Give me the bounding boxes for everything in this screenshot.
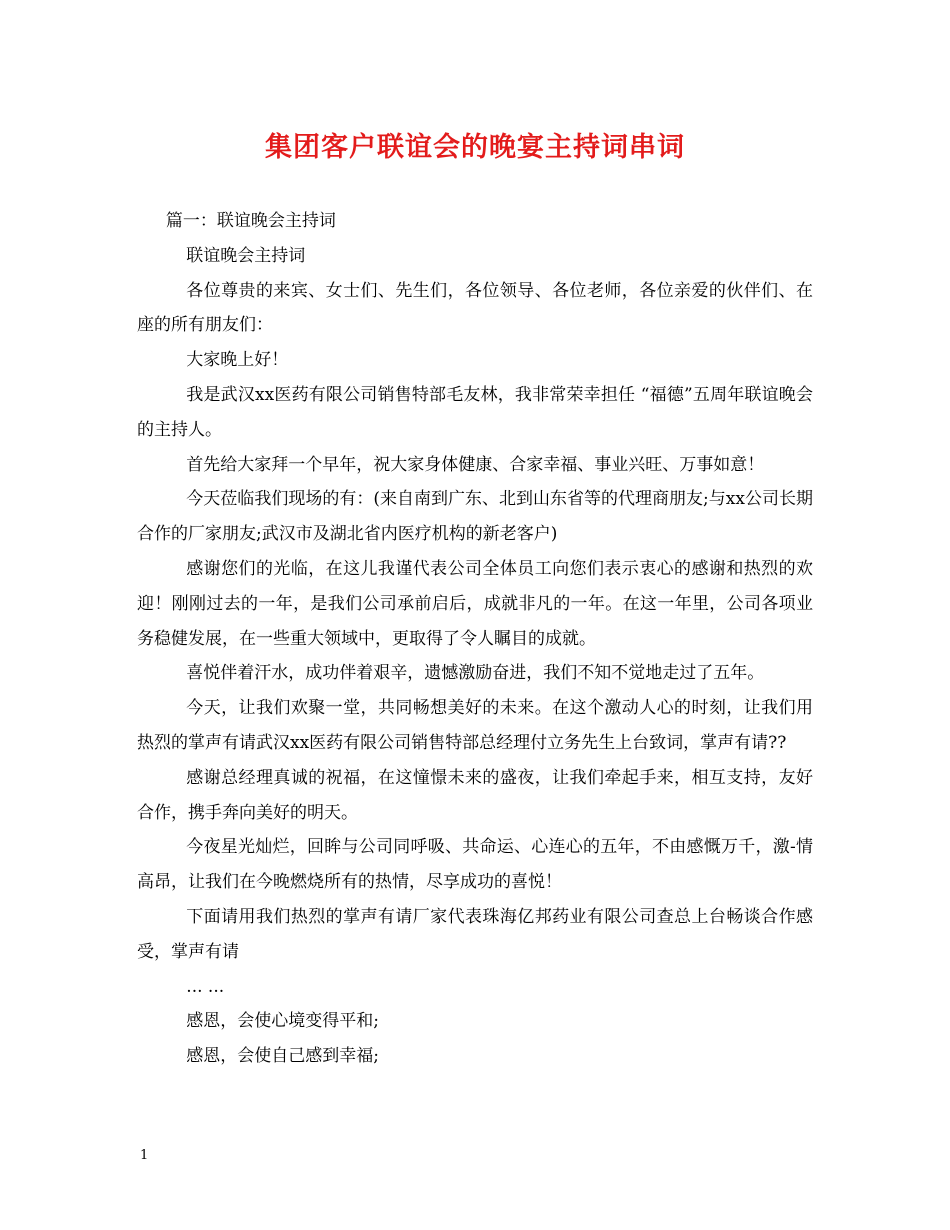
page-number: 1 xyxy=(140,1148,149,1163)
paragraph: 感恩，会使自己感到幸福; xyxy=(186,1046,380,1067)
paragraph: 大家晚上好！ xyxy=(186,350,289,371)
paragraph: 今夜星光灿烂，回眸与公司同呼吸、共命运、心连心的五年，不由感慨万千，激-情高昂，让我们在今晚燃烧所有的热情，尽享成功的喜悦！ xyxy=(137,837,813,893)
section-heading: 篇一：联谊晚会主持词 xyxy=(165,211,336,231)
subheading: 联谊晚会主持词 xyxy=(186,245,306,266)
paragraph: 感谢总经理真诚的祝福，在这憧憬未来的盛夜，让我们牵起手来，相互支持，友好合作，携手奔向美好的明天。 xyxy=(137,767,813,823)
paragraph: 感谢您们的光临，在这儿我谨代表公司全体员工向您们表示衷心的感谢和热烈的欢迎！刚刚过去的一年，是我们公司承前启后，成就非凡的一年。在这一年里，公司各项业务稳健发展，在一些重大领域中，更取得了令人瞩目的成就。 xyxy=(137,558,813,649)
ellipsis-line: ... ... xyxy=(186,976,225,997)
document-title: 集团客户联谊会的晚宴主持词串词 xyxy=(265,132,685,163)
paragraph: 喜悦伴着汗水，成功伴着艰辛，遗憾激励奋进，我们不知不觉地走过了五年。 xyxy=(186,663,765,684)
paragraph: 今天，让我们欢聚一堂，共同畅想美好的未来。在这个激动人心的时刻，让我们用热烈的掌声有请武汉xx医药有限公司销售特部总经理付立务先生上台致词，掌声有请?? xyxy=(137,698,813,753)
paragraph: 下面请用我们热烈的掌声有请厂家代表珠海亿邦药业有限公司查总上台畅谈合作感受，掌声有请 xyxy=(137,906,813,962)
paragraph: 我是武汉xx医药有限公司销售特部毛友林，我非常荣幸担任 “福德”五周年联谊晚会的主持人。 xyxy=(137,384,813,440)
paragraph: 感恩，会使心境变得平和; xyxy=(186,1011,380,1032)
document-body xyxy=(137,204,813,1074)
paragraph: 各位尊贵的来宾、女士们、先生们，各位领导、各位老师，各位亲爱的伙伴们、在座的所有朋友们： xyxy=(137,280,813,336)
paragraph: 首先给大家拜一个早年，祝大家身体健康、合家幸福、事业兴旺、万事如意！ xyxy=(186,454,765,475)
paragraph: 今天莅临我们现场的有：(来自南到广东、北到山东省等的代理商朋友;与xx公司长期合作的厂家朋友;武汉市及湖北省内医疗机构的新老客户) xyxy=(137,489,813,545)
